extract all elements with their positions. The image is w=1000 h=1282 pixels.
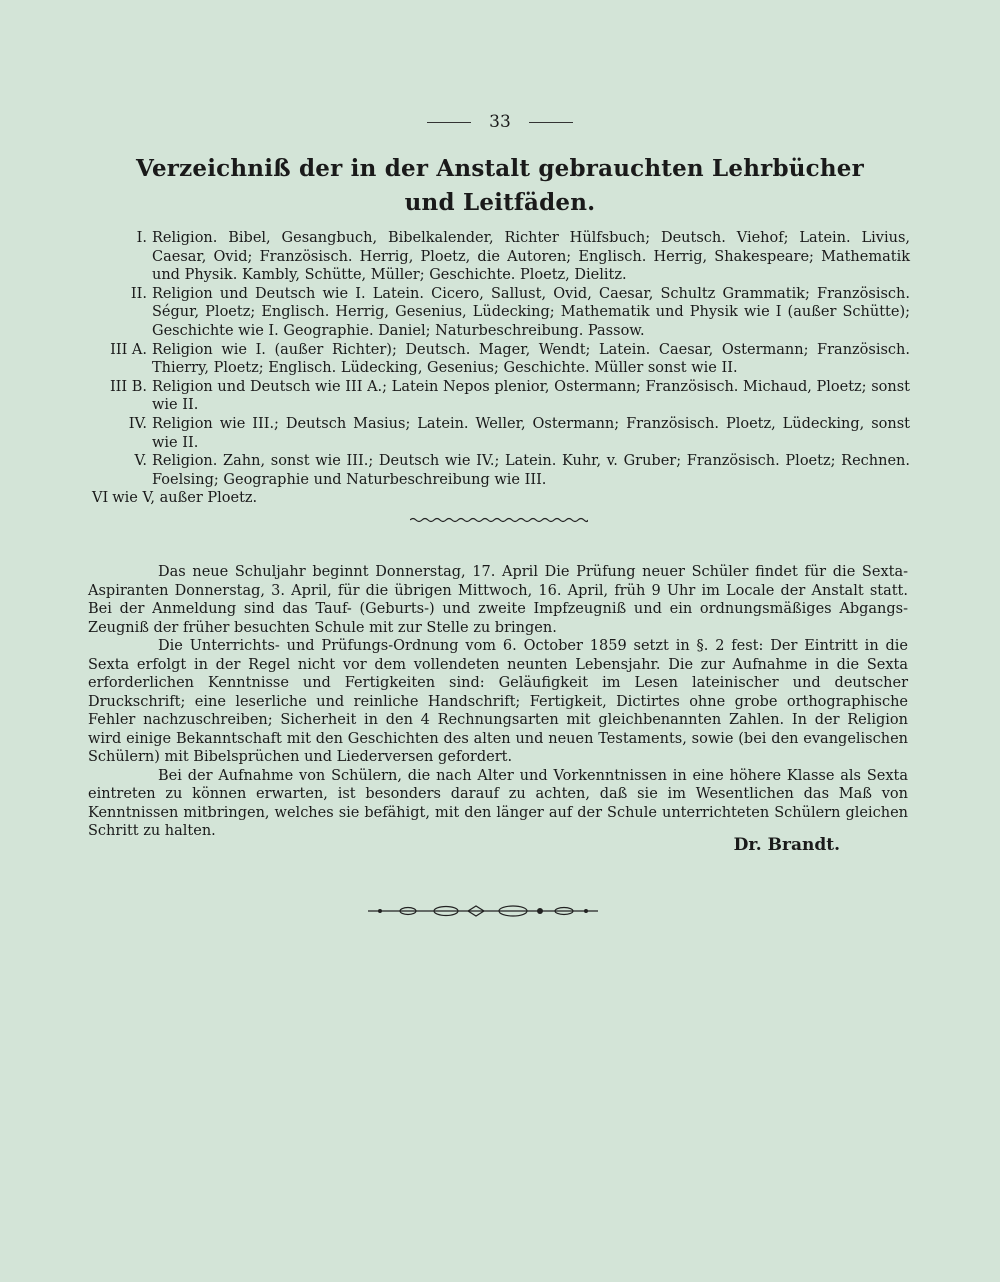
- class-books: Religion. Bibel, Gesangbuch, Bibelkalender, Richter Hülfsbuch; Deutsch. Viehof; Latein. Livius, Caesar, Ovid; Französisch. Herrig, Ploetz, die Autoren; Englisch. Herrig, Shakespeare; Mathematik und Physik. Kambly, Schütte, Müller; Geschichte. Ploetz, Dielitz.: [152, 230, 910, 284]
- paragraph: Bei der Aufnahme von Schülern, die nach Alter und Vorkenntnissen in eine höhere Klasse als Sexta eintreten zu können erwarten, ist besonders darauf zu achten, daß sie im Wesentlichen das Maß von Kenntnissen mitbringen, welches sie befähigt, mit den länger auf der Schule unterrichteten Schülern gleichen Schritt zu halten.: [88, 767, 908, 839]
- list-item: [92, 378, 910, 415]
- page-title: [100, 152, 900, 220]
- class-books: Religion. Zahn, sonst wie III.; Deutsch wie IV.; Latein. Kuhr, v. Gruber; Französisch. Ploetz; Rechnen. Foelsing; Geographie und Naturbeschreibung wie III.: [152, 453, 910, 488]
- title-line-1: Verzeichniß der in der Anstalt gebrauchten Lehrbücher: [136, 155, 864, 182]
- paragraph: Die Unterrichts- und Prüfungs-Ordnung vom 6. October 1859 setzt in §. 2 fest: Der Eintritt in die Sexta erfolgt in der Regel nicht vor dem vollendeten neunten Lebensjahr. Die zur Aufnahme in die Sexta erforderlichen Kenntnisse und Fertigkeiten sind: Geläufigkeit im Lesen lateinischer und deutscher Druckschrift; eine leserliche und reinliche Handschrift; Fertigkeit, Dictirtes ohne grobe orthographische Fehler nachzuschreiben; Sicherheit in den 4 Rechnungsarten mit gleichbenannten Zahlen. In der Religion wird einige Bekanntschaft mit den Geschichten des alten und neuen Testaments, sowie (bei den evangelischen Schülern) mit Bibelsprüchen und Liederversen gefordert.: [88, 638, 908, 765]
- list-item: [92, 415, 910, 452]
- class-number: III B.: [109, 378, 147, 395]
- class-number: V.: [134, 453, 147, 470]
- class-number: IV.: [128, 415, 147, 432]
- page-number: 33: [489, 112, 511, 132]
- left-rule: [427, 122, 471, 123]
- class-books: Religion und Deutsch wie III A.; Latein Nepos plenior, Ostermann; Französisch. Michaud, Ploetz; sonst wie II.: [152, 378, 910, 414]
- list-item: [92, 285, 910, 341]
- list-item: [92, 341, 910, 378]
- page-number-row: [0, 112, 1000, 132]
- wavy-divider: [410, 516, 588, 524]
- signature: Dr. Brandt.: [733, 835, 840, 855]
- class-books: Religion und Deutsch wie I. Latein. Cicero, Sallust, Ovid, Caesar, Schultz Grammatik; Französisch. Ségur, Ploetz; Englisch. Herrig, Gesenius, Lüdecking; Mathematik und Physik wie I (außer Schütte); Geschichte wie I. Geographie. Daniel; Naturbeschreibung. Passow.: [152, 285, 910, 339]
- class-number: III A.: [110, 341, 147, 358]
- list-item: [92, 229, 910, 285]
- title-line-2: und Leitfäden.: [404, 189, 596, 216]
- class-number: I.: [136, 230, 147, 246]
- class-books: wie V, außer Ploetz.: [112, 490, 258, 507]
- class-number: II.: [130, 285, 147, 302]
- textbook-list: [92, 229, 910, 508]
- admission-notes: [88, 563, 908, 841]
- paragraph: Das neue Schuljahr beginnt Donnerstag, 17. April Die Prüfung neuer Schüler findet für die Sexta-Aspiranten Donnerstag, 3. April, für die übrigen Mittwoch, 16. April, früh 9 Uhr im Locale der Anstalt statt. Bei der Anmeldung sind das Tauf- (Geburts-) und zweite Impfzeugniß und ein ordnungsmäßiges Abgangs-Zeugniß der früher besuchten Schule mit zur Stelle zu bringen.: [88, 564, 908, 636]
- class-number: VI: [92, 490, 109, 507]
- ornament-divider: [368, 902, 598, 920]
- list-item: [92, 452, 910, 489]
- class-books: Religion wie III.; Deutsch Masius; Latein. Weller, Ostermann; Französisch. Ploetz, Lüdecking, sonst wie II.: [152, 415, 910, 451]
- list-item: [92, 489, 910, 508]
- class-books: Religion wie I. (außer Richter); Deutsch. Mager, Wendt; Latein. Caesar, Ostermann; Französisch. Thierry, Ploetz; Englisch. Lüdecking, Gesenius; Geschichte. Müller sonst wie II.: [152, 341, 910, 377]
- right-rule: [529, 122, 573, 123]
